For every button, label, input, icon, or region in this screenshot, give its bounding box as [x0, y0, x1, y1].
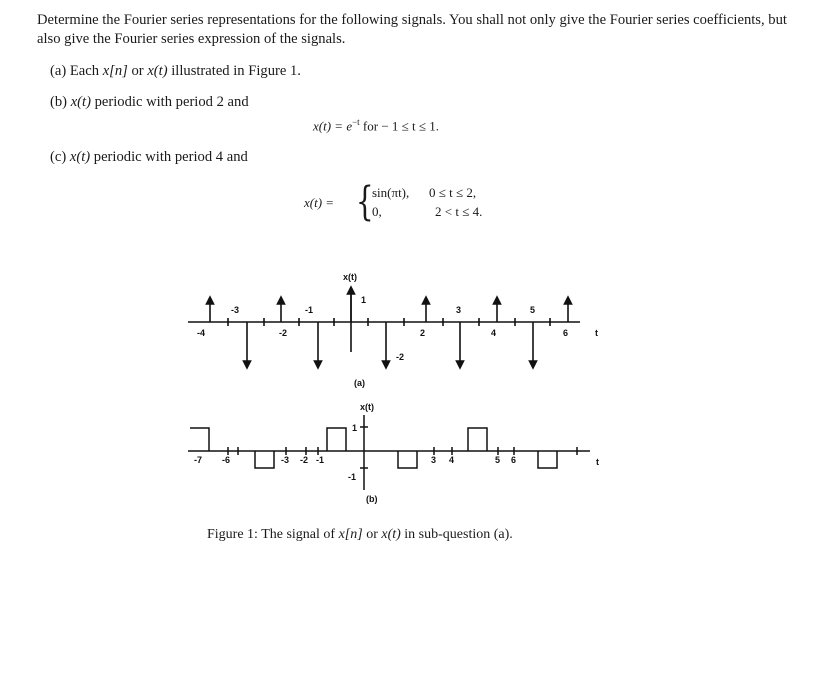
figure-a-ylabel: x(t): [343, 272, 357, 282]
square-pulse-high: [468, 428, 487, 451]
figure-b: [188, 415, 590, 490]
figure-a-tick: 6: [563, 328, 569, 338]
caption-mid: or: [366, 527, 378, 542]
square-pulse-low: [398, 451, 417, 468]
figure-a-tick: 5: [530, 305, 536, 315]
part-a-mid: or: [131, 63, 144, 79]
left-brace-icon: {: [355, 179, 374, 225]
part-a-pre: Each: [69, 63, 100, 79]
square-pulse-high: [327, 428, 346, 451]
part-b-eq-rest: for − 1 ≤ t ≤ 1.: [359, 118, 440, 134]
figure-a-tick: 2: [420, 328, 426, 338]
part-b-text: periodic with period 2 and: [94, 94, 249, 110]
part-c-row1-cond: 0 ≤ t ≤ 2,: [429, 185, 477, 200]
figure-b-tick: -6: [222, 455, 231, 465]
part-a-post: illustrated in Figure 1.: [171, 63, 301, 79]
figure-a-t-label: t: [595, 328, 598, 338]
square-pulse-low: [538, 451, 557, 468]
figure-a-tick: -2: [279, 328, 288, 338]
figure-b-tick: -1: [316, 455, 325, 465]
figure-b-tick: 3: [431, 455, 437, 465]
caption-var2: x(t): [381, 527, 401, 542]
figure-b-tick: 5: [495, 455, 501, 465]
intro-paragraph: Determine the Fourier series representations for the following signals. You shall not only give the Fourier series coefficients, but also give the Fourier series expression of the signals.: [37, 12, 787, 47]
part-a-label: (a): [50, 63, 67, 79]
part-c-label: (c): [50, 149, 67, 165]
caption-post: in sub-question (a).: [404, 527, 513, 542]
caption-var1: x[n]: [338, 527, 363, 542]
figure-b-tick: 6: [511, 455, 517, 465]
figure-caption: [207, 527, 513, 543]
figure-a-tick: 1: [361, 295, 367, 305]
part-a-var1: x[n]: [102, 63, 128, 79]
figure-a-tick: -2: [396, 352, 405, 362]
figure-b-tick: 4: [449, 455, 455, 465]
figure-a-caption: (a): [354, 378, 365, 388]
figure-b-ylabel: x(t): [360, 402, 374, 412]
figure-b-level-high: 1: [352, 423, 358, 433]
part-b-eq-lhs: x(t) = e: [313, 118, 353, 134]
square-pulse-high: [190, 428, 209, 451]
part-b-var: x(t): [70, 94, 91, 110]
part-b-label: (b): [50, 94, 68, 110]
figure-a-tick: 3: [456, 305, 462, 315]
figure-a-tick: -3: [231, 305, 240, 315]
figure-b-caption: (b): [366, 494, 378, 504]
caption-pre: Figure 1: The signal of: [207, 527, 336, 542]
figure-a-tick: -4: [197, 328, 206, 338]
figure-b-tick: -3: [281, 455, 290, 465]
part-c-text: periodic with period 4 and: [93, 149, 248, 165]
part-b-eq-exponent: −t: [352, 117, 360, 127]
figure-a-tick: -1: [305, 305, 314, 315]
figure-b-t-label: t: [596, 457, 599, 467]
figure-b-tick: -7: [194, 455, 203, 465]
part-c-row2-expr: 0,: [372, 204, 382, 219]
square-pulse-low: [255, 451, 274, 468]
part-c-row2-cond: 2 < t ≤ 4.: [435, 204, 483, 219]
figure-a-tick: 4: [491, 328, 497, 338]
figure-b-tick: -2: [300, 455, 309, 465]
figure-b-level-low: -1: [348, 472, 357, 482]
part-c-row1-expr: sin(πt),: [372, 185, 410, 200]
part-c-var: x(t): [69, 149, 91, 165]
part-a-var2: x(t): [147, 63, 168, 79]
figure-a: [188, 290, 580, 365]
part-c-lhs: x(t) =: [304, 195, 335, 210]
